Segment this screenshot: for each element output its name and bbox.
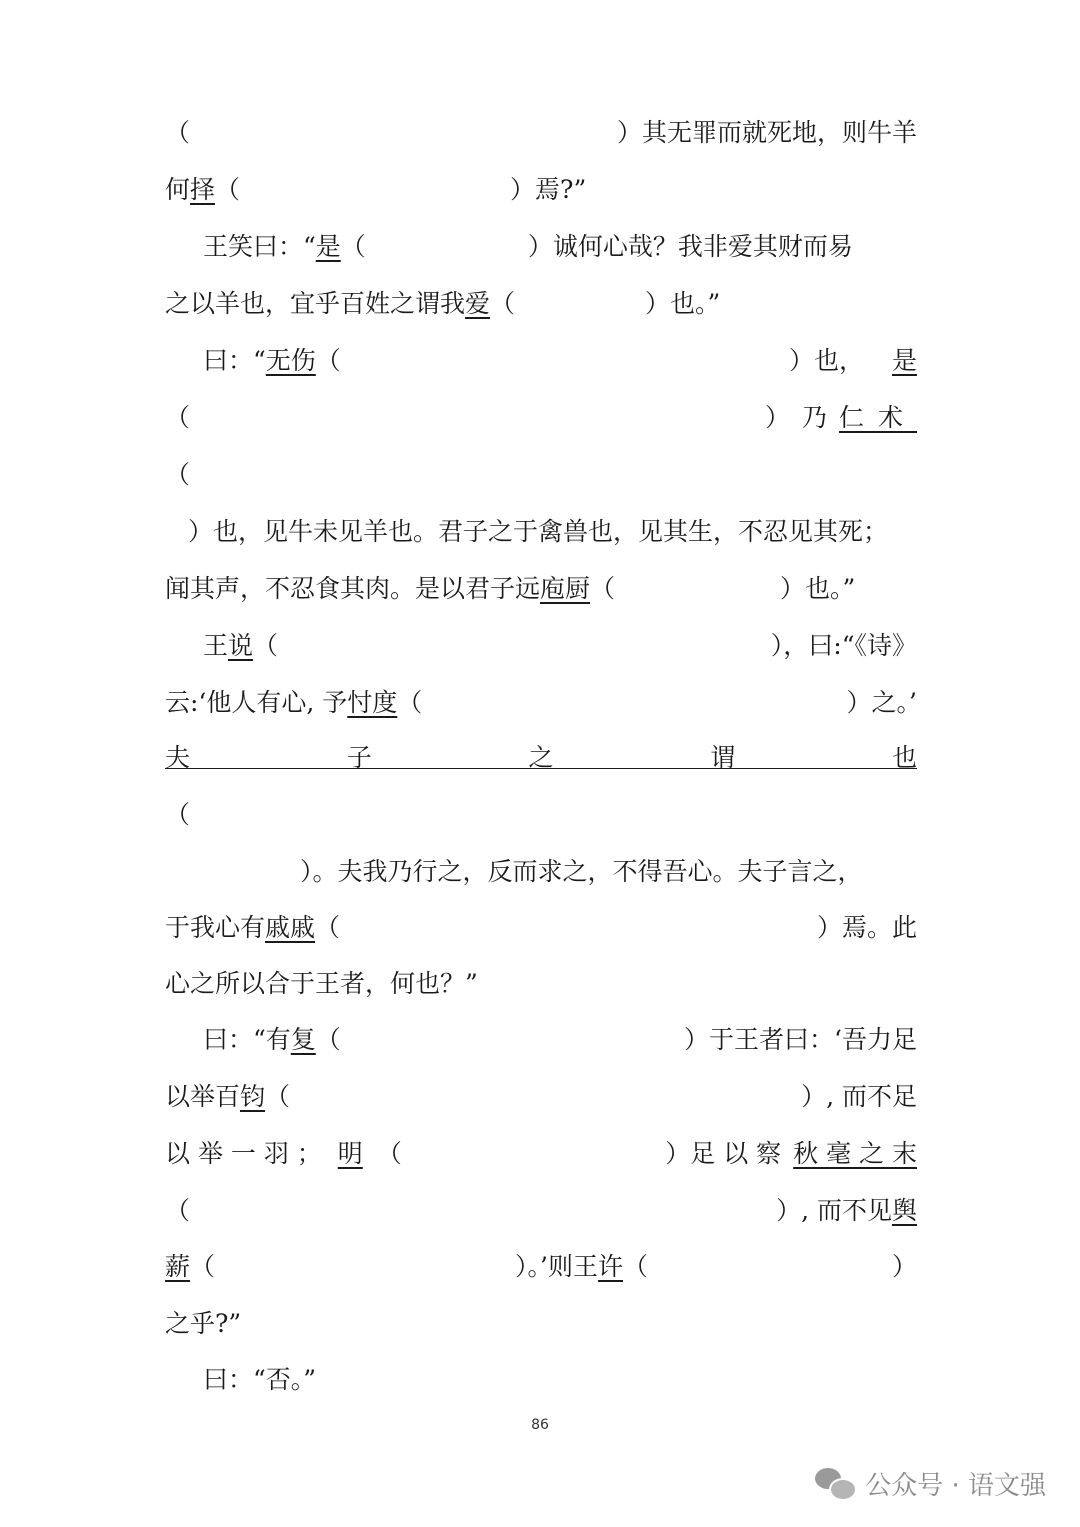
text-line-16 xyxy=(165,964,917,1004)
underline-rule xyxy=(165,768,917,769)
line-21-left xyxy=(165,1247,648,1287)
line-1-text: ）其无罪而就死地，则牛羊 xyxy=(616,118,917,147)
text-line-1 xyxy=(165,113,917,153)
line-23-text: 曰：“否。” xyxy=(203,1365,317,1394)
watermark-text: 公众号 · 语文强 xyxy=(865,1470,1046,1501)
text-line-11 xyxy=(165,683,917,723)
line-17-text-end: ）于王者曰：‘吾力足 xyxy=(684,1025,917,1054)
annotated-word: 忖度 xyxy=(347,688,398,717)
annotated-word: 无伤 xyxy=(265,346,316,375)
line-15-text: 于我心有 xyxy=(165,913,266,942)
text-line-5 xyxy=(203,341,917,381)
line-3-text-end: ）诚何心哉？我非爱其财而易 xyxy=(527,232,853,261)
wechat-icon xyxy=(815,1466,855,1500)
line-21-paren-close: ） xyxy=(891,1252,917,1281)
line-4-text-end: ）也。” xyxy=(645,289,721,318)
line-2-text: 何 xyxy=(165,175,191,204)
text-line-14 xyxy=(300,852,917,892)
spread-char: 夫 xyxy=(165,743,191,772)
page-number: 86 xyxy=(531,1417,549,1433)
annotated-word: 舆 xyxy=(891,1196,917,1225)
text-line-8 xyxy=(188,512,917,552)
text-line-17 xyxy=(203,1020,917,1060)
line-5-text-end: ）也， xyxy=(788,346,864,375)
line-5-paren-open: （ xyxy=(315,346,341,375)
text-line-7 xyxy=(165,455,917,495)
line-19-left xyxy=(165,1134,402,1174)
text-line-12 xyxy=(165,738,917,778)
line-21-text: ）。’则王 xyxy=(515,1252,598,1281)
text-line-10 xyxy=(203,626,917,666)
line-17-text: 曰：“有 xyxy=(203,1025,291,1054)
text-line-19 xyxy=(165,1134,917,1174)
watermark xyxy=(815,1462,1046,1504)
line-19-text-end: ）足 以 察 xyxy=(665,1139,782,1168)
line-9-text-end: ）也。” xyxy=(780,574,856,603)
annotated-word: 是 xyxy=(315,232,341,261)
annotated-word: 说 xyxy=(228,631,254,660)
line-4-paren-open: （ xyxy=(490,289,516,318)
line-17-paren-open: （ xyxy=(315,1025,341,1054)
text-line-22 xyxy=(165,1304,917,1344)
line-19-right xyxy=(665,1134,917,1174)
spread-char: 也 xyxy=(891,743,917,772)
line-7-paren-open: （ xyxy=(165,460,191,489)
line-18-text: 以举百 xyxy=(165,1082,241,1111)
line-2-text-end: ）焉?” xyxy=(510,175,587,204)
line-10-paren-open: （ xyxy=(253,631,279,660)
line-3-text: 王笑曰：“ xyxy=(203,232,316,261)
annotated-word: 秋 毫 之 末 xyxy=(793,1139,917,1168)
line-17-left xyxy=(203,1020,341,1060)
line-6-right xyxy=(765,398,917,438)
line-11-paren-open: （ xyxy=(397,688,423,717)
line-11-text: 云:‘他人有心, 予 xyxy=(165,688,348,717)
text-line-18 xyxy=(165,1077,917,1117)
line-10-text-end: ），曰:“《诗》 xyxy=(770,631,917,660)
text-line-15 xyxy=(165,908,917,948)
line-19-paren-open: （ xyxy=(376,1139,402,1168)
annotated-word: 爱 xyxy=(465,289,491,318)
spread-char: 子 xyxy=(346,743,372,772)
line-9-paren-open: （ xyxy=(590,574,616,603)
line-3-paren-open: （ xyxy=(340,232,366,261)
line-5-text: 曰：“ xyxy=(203,346,266,375)
text-line-6 xyxy=(165,398,917,438)
annotated-word: 复 xyxy=(290,1025,316,1054)
annotated-word: 钧 xyxy=(240,1082,266,1111)
line-11-left xyxy=(165,683,422,723)
line-21-paren-open: （ xyxy=(190,1252,216,1281)
line-15-text-end: ）焉。此 xyxy=(816,913,917,942)
annotated-word: 仁术 xyxy=(838,403,917,432)
line-4-text: 之以羊也，宜乎百姓之谓我 xyxy=(165,289,466,318)
line-18-left xyxy=(165,1077,290,1117)
spread-char: 谓 xyxy=(710,743,736,772)
line-15-paren-open: （ xyxy=(315,913,341,942)
line-15-left xyxy=(165,908,340,948)
text-line-2 xyxy=(165,170,917,210)
text-line-13 xyxy=(165,795,917,835)
annotated-word: 许 xyxy=(597,1252,623,1281)
line-20-paren-open: （ xyxy=(165,1196,191,1225)
line-9-text: 闻其声，不忍食其肉。是以君子远 xyxy=(165,574,541,603)
text-line-3 xyxy=(203,227,917,267)
annotated-word: 是 xyxy=(891,346,917,375)
annotated-word: 择 xyxy=(190,175,216,204)
text-line-23 xyxy=(203,1360,917,1400)
annotated-word: 庖厨 xyxy=(540,574,591,603)
line-16-text: 心之所以合于王者，何也？” xyxy=(165,969,478,998)
line-13-paren-open: （ xyxy=(165,800,191,829)
line-5-right xyxy=(789,341,917,381)
spread-char: 之 xyxy=(528,743,554,772)
annotated-word: 戚戚 xyxy=(265,913,316,942)
line-10-left xyxy=(203,626,278,666)
text-line-4 xyxy=(165,284,917,324)
line-22-text: 之乎?” xyxy=(165,1309,242,1338)
line-21-paren-open-2: （ xyxy=(623,1252,649,1281)
line-2-paren-open: （ xyxy=(215,175,241,204)
line-6-paren-open: （ xyxy=(165,403,191,432)
text-line-20 xyxy=(165,1191,917,1231)
line-14-text: ）。夫我乃行之，反而求之，不得吾心。夫子言之， xyxy=(300,857,863,886)
line-6-text: ）乃 xyxy=(764,403,839,432)
line-1-open: （ xyxy=(165,118,191,147)
annotated-word: 薪 xyxy=(165,1252,191,1281)
line-18-text-end: ）, 而不足 xyxy=(801,1082,917,1111)
line-8-text: ）也，见牛未见羊也。君子之于禽兽也，见其生，不忍见其死； xyxy=(188,517,889,546)
line-5-left xyxy=(203,341,341,381)
line-11-text-end: ）之。’ xyxy=(846,688,917,717)
line-10-text: 王 xyxy=(203,631,229,660)
annotated-word: 明 xyxy=(337,1139,363,1168)
text-line-21 xyxy=(165,1247,917,1287)
line-19-text: 以 举 一 羽 ； xyxy=(165,1139,322,1168)
line-20-text: ）, 而不见 xyxy=(776,1196,892,1225)
line-20-right xyxy=(776,1191,917,1231)
text-line-9 xyxy=(165,569,917,609)
line-18-paren-open: （ xyxy=(265,1082,291,1111)
